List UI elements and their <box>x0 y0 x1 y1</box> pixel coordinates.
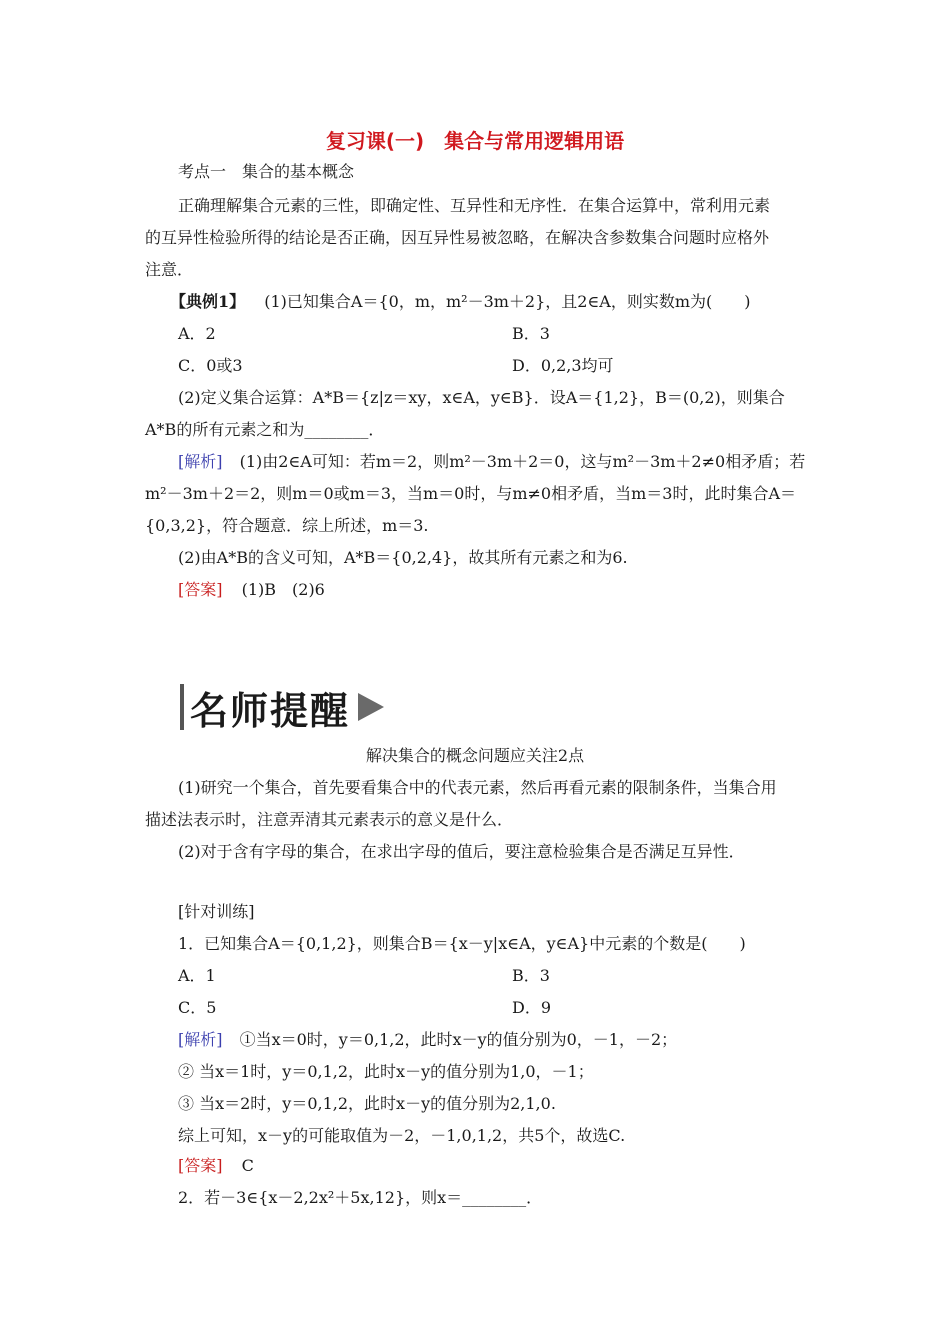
example-q2-line-2: A*B的所有元素之和为________． <box>145 420 385 439</box>
analysis-text-1: (1)由2∈A可知：若m＝2，则m²－3m＋2＝0，这与m²－3m＋2≠0相矛盾；若 <box>239 452 806 471</box>
banner-bar <box>180 684 184 730</box>
option-d: D．0,2,3均可 <box>512 356 614 375</box>
tip-line-3: (2)对于含有字母的集合，在求出字母的值后，要注意检验集合是否满足互异性． <box>178 842 745 861</box>
page-title: 复习课(一) 集合与常用逻辑用语 <box>325 129 625 153</box>
option-a: A．2 <box>178 324 216 343</box>
practice-option-c: C．5 <box>178 998 217 1017</box>
practice-analysis-tag: [解析] <box>178 1030 223 1049</box>
answer-tag: [答案] <box>178 580 223 599</box>
analysis-line-1 <box>178 452 805 472</box>
practice-option-d: D．9 <box>512 998 552 1017</box>
answer-line <box>178 580 325 600</box>
practice-q2: 2．若－3∈{x－2,2x²＋5x,12}，则x＝________． <box>178 1188 543 1207</box>
practice-analysis-line-4: 综上可知，x－y的可能取值为－2，－1,0,1,2，共5个，故选C. <box>178 1126 626 1145</box>
option-b: B．3 <box>512 324 550 343</box>
intro-line-3: 注意． <box>145 260 194 279</box>
analysis-line-2: m²－3m＋2＝2，则m＝0或m＝3，当m＝0时，与m≠0相矛盾，当m＝3时，此时集合A＝ <box>145 484 797 503</box>
practice-answer-line <box>178 1156 254 1176</box>
practice-q1: 1．已知集合A＝{0,1,2}，则集合B＝{x－y|x∈A，y∈A}中元素的个数是( ) <box>178 934 746 953</box>
example-question-1 <box>170 292 751 312</box>
analysis-line-4: (2)由A*B的含义可知，A*B＝{0,2,4}，故其所有元素之和为6. <box>178 548 628 567</box>
intro-line-1: 正确理解集合元素的三性，即确定性、互异性和无序性．在集合运算中，常利用元素 <box>178 196 771 215</box>
tip-line-2: 描述法表示时，注意弄清其元素表示的意义是什么． <box>145 810 514 829</box>
practice-answer-text: C <box>241 1156 254 1175</box>
practice-option-b: B．3 <box>512 966 550 985</box>
practice-analysis-line-2: ② 当x＝1时，y＝0,1,2，此时x－y的值分别为1,0，－1； <box>178 1062 594 1081</box>
practice-answer-tag: [答案] <box>178 1156 223 1175</box>
analysis-tag: [解析] <box>178 452 223 471</box>
example-q2-line-1: (2)定义集合运算：A*B＝{z|z＝xy，x∈A，y∈B}．设A＝{1,2}，B＝(0,2)，则集合 <box>178 388 785 407</box>
tip-line-1: (1)研究一个集合，首先要看集合中的代表元素，然后再看元素的限制条件，当集合用 <box>178 778 777 797</box>
intro-line-2: 的互异性检验所得的结论是否正确，因互异性易被忽略，在解决含参数集合问题时应格外 <box>145 228 770 247</box>
answer-text: (1)B (2)6 <box>241 580 325 599</box>
example-q1-text: (1)已知集合A＝{0，m，m²－3m＋2}，且2∈A，则实数m为( ) <box>264 292 751 311</box>
tip-subtitle: 解决集合的概念问题应关注2点 <box>365 746 585 765</box>
example-tag: 【典例1】 <box>170 292 246 311</box>
practice-analysis-line-1 <box>178 1030 677 1050</box>
banner-title: 名师提醒 <box>190 688 351 733</box>
section-heading: 考点一 集合的基本概念 <box>178 162 355 181</box>
analysis-line-3: {0,3,2}，符合题意．综上所述，m＝3. <box>145 516 429 535</box>
arrow-right-icon <box>358 693 384 721</box>
practice-option-a: A．1 <box>178 966 216 985</box>
practice-heading: [针对训练] <box>178 902 255 921</box>
option-c: C．0或3 <box>178 356 243 375</box>
practice-analysis-line-3: ③ 当x＝2时，y＝0,1,2，此时x－y的值分别为2,1,0. <box>178 1094 556 1113</box>
practice-analysis-text-1: ①当x＝0时，y＝0,1,2，此时x－y的值分别为0，－1，－2； <box>239 1030 678 1049</box>
tip-banner <box>180 682 384 732</box>
